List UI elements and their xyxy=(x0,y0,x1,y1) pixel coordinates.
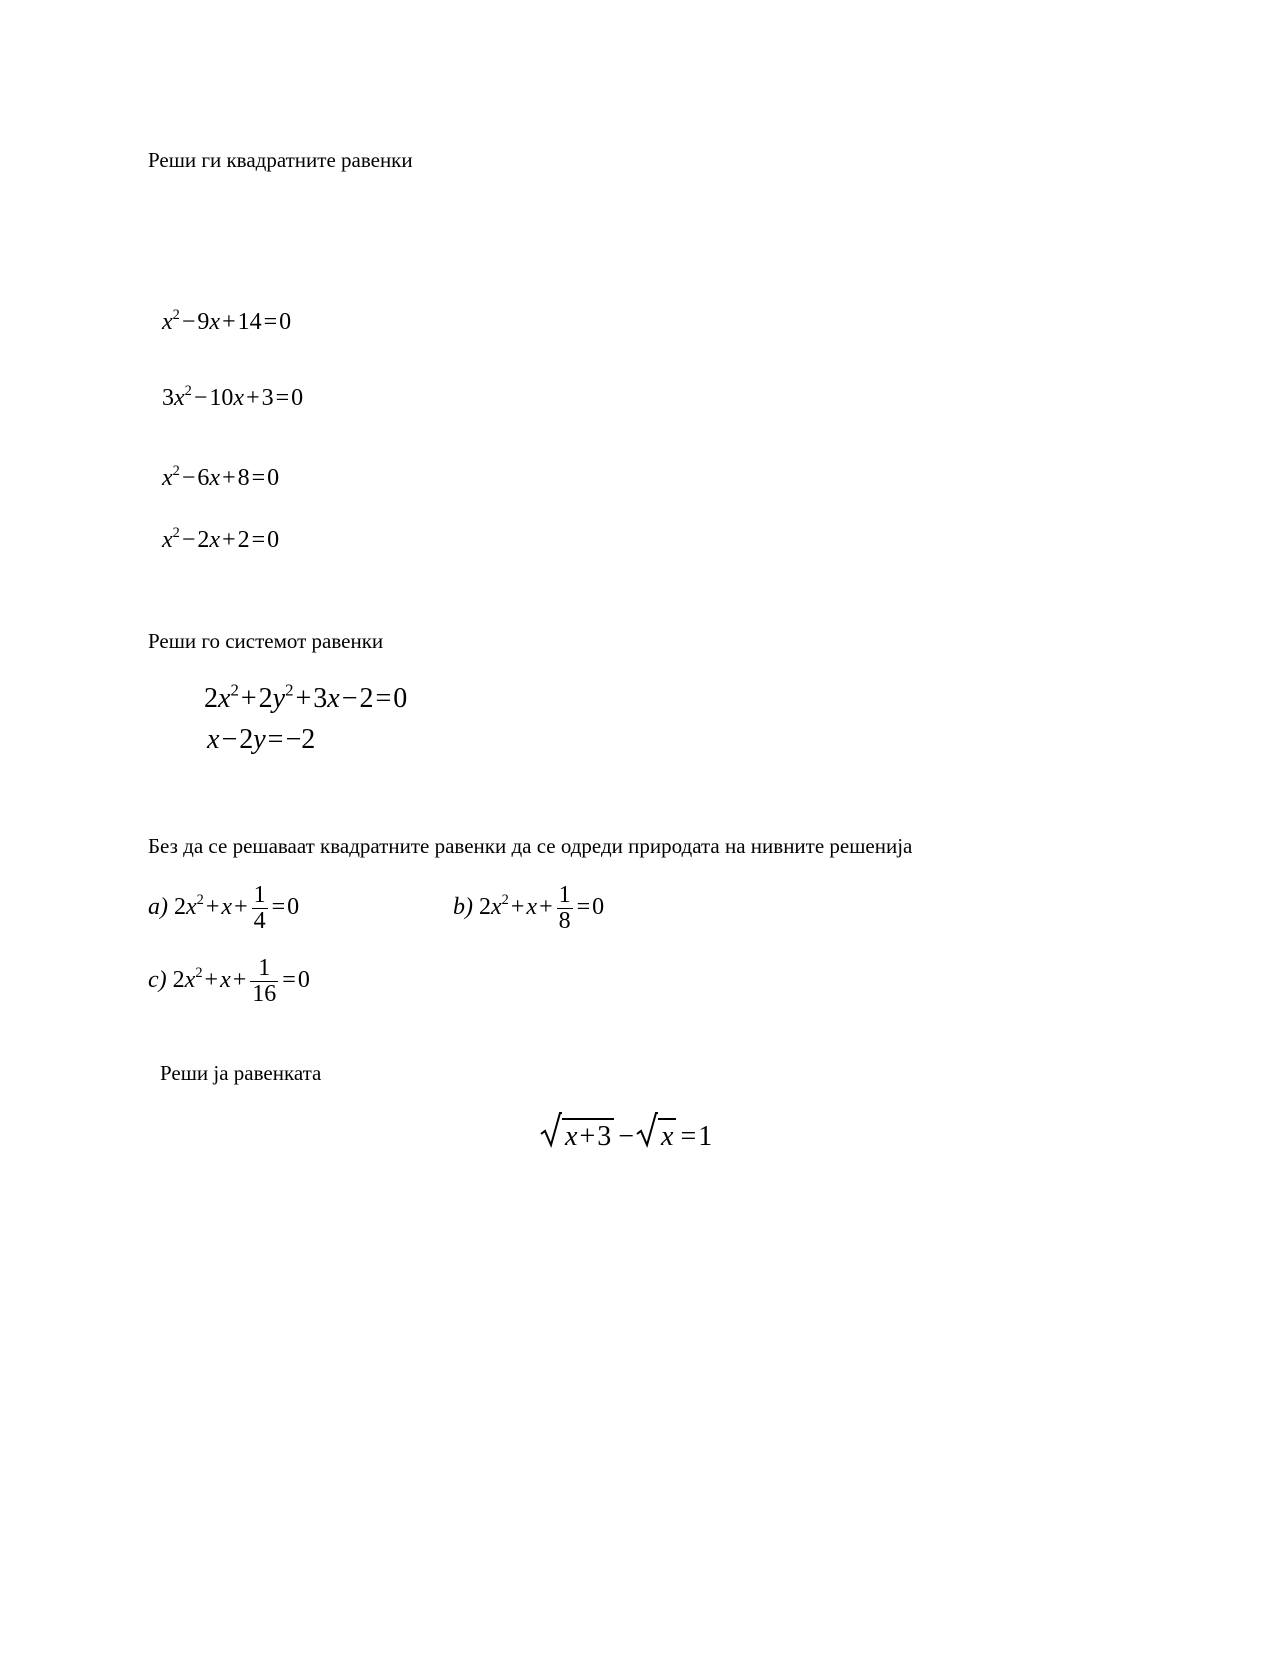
system-equation-2: x−2y=−2 xyxy=(207,724,316,755)
nature-label-c: c) xyxy=(148,967,167,994)
nature-equation-b: b) $2x^2+x+$ $\frac{1}{8}$ =0 xyxy=(453,882,605,935)
nature-equation-a: a) $2x^2+x+$ $\frac{1}{4}$ =0 xyxy=(148,882,300,935)
radical-heading: Реши ја равенката xyxy=(160,1061,322,1085)
nature-label-b: b) xyxy=(453,894,473,921)
quadratic-equation-1: $x^2-9x+14=0$ xyxy=(162,306,292,335)
fraction-c: $\frac{1}{16}$ xyxy=(252,955,277,1008)
quadratics-heading: Реши ги квадратните равенки xyxy=(148,148,413,172)
quadratic-equation-2: $3x^2-10x+3=0$ xyxy=(162,382,304,411)
fraction-a: $\frac{1}{4}$ xyxy=(253,882,266,935)
nature-label-a: a) xyxy=(148,894,168,921)
quadratic-equation-4: $x^2-2x+2=0$ xyxy=(162,524,280,553)
sqrt-sign-1: x+3 xyxy=(540,1118,614,1151)
quadratic-equation-3: $x^2-6x+8=0$ xyxy=(162,462,280,491)
radical-equation: x+3 − x =1 xyxy=(540,1118,712,1151)
system-equation-1: $2x^2+2y^2+3x-2=0$ xyxy=(204,680,408,714)
sqrt-sign-2: x xyxy=(636,1118,676,1151)
nature-heading: Без да се решаваат квадратните равенки да се одреди природата на нивните решенија xyxy=(148,834,913,858)
nature-equation-c: c) $2x^2+x+$ $\frac{1}{16}$ =0 xyxy=(148,955,310,1008)
fraction-b: $\frac{1}{8}$ xyxy=(558,882,571,935)
system-heading: Реши го системот равенки xyxy=(148,629,384,653)
